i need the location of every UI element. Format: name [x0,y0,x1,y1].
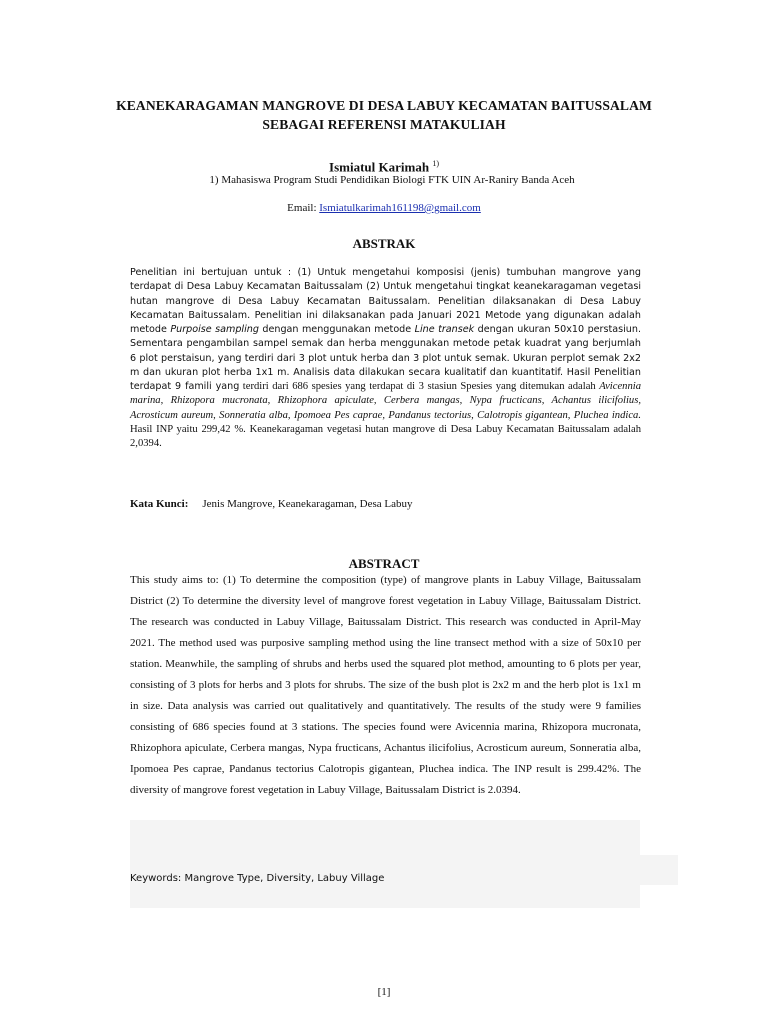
kata-kunci-label: Kata Kunci: [130,498,189,510]
abstrak-body [130,266,641,451]
author-email [0,201,768,215]
abstrak-text-3: dengan ukuran 50x10 perstasiun. Sementara pengambilan sampel semak dan herba menggunakan metode petak kuadrat yang berjumlah 6 plot perstaisun, yang terdiri dari 3 plot untuk herba dan 3 plot untuk semak. Ukuran perplot semak 2x2 m dan ukuran plot herba 1x1 m. Analisis data dilakukan secara kualitatif dan kuantitatif. Hasil Penelitian terdapat 9 famili yang [130,324,642,392]
title-line-2: SEBAGAI REFERENSI MATAKULIAH [262,117,506,132]
abstrak-purposive: Purpoise sampling [170,324,259,335]
author-affiliation: 1) Mahasiswa Program Studi Pendidikan Biologi FTK UIN Ar-Raniry Banda Aceh [209,174,575,186]
abstrak-text-1: Penelitian ini bertujuan untuk : (1) Untuk mengetahui komposisi (jenis) tumbuhan mangrove yang terdapat di Desa Labuy Kecamatan Baitussalam (2) Untuk mengetahui tingkat keanekaragaman vegetasi hutan mangrove di Desa Labuy Kecamatan Baitussalam. Penelitian dilaksanakan di Desa Labuy Kecamatan Baitussalam. Penelitian ini dilaksanakan pada Januari 2021 Metode yang digunakan adalah metode [130,267,641,335]
email-link[interactable]: Ismiatulkarimah161198@gmail.com [319,202,481,214]
kata-kunci [130,497,650,511]
kata-kunci-value: Jenis Mangrove, Keanekaragaman, Desa Labuy [202,498,413,510]
email-label: Email: [287,202,320,214]
abstrak-species: Avicennia marina, Rhizopora mucronata, Rhizophora apiculate, Cerbera mangas, Nypa fructicans, Achantus ilicifolius, Acrosticum aureum, Sonneratia alba, Ipomoea Pes caprae, Pandanus tectorius, Calotropis gigantean, Pluchea indica. [130,381,641,421]
shaded-block-1 [130,820,640,856]
abstrak-heading: ABSTRAK [352,236,416,251]
abstrak-line-transek: Line transek [414,324,475,335]
keywords: Keywords: Mangrove Type, Diversity, Labuy Village [130,873,385,884]
abstract-body: This study aims to: (1) To determine the composition (type) of mangrove plants in Labuy Village, Baitussalam District (2) To determine the diversity level of mangrove forest vegetation in Labuy Village, Baitussalam District. The research was conducted in Labuy Village, Baitussalam District. This research was conducted in April-May 2021. The method used was purposive sampling method using the line transect method with a size of 50x10 per station. Meanwhile, the sampling of shrubs and herbs used the squared plot method, amounting to 6 plots per year, consisting of 3 plots for herbs and 3 plots for shrubs. The size of the bush plot is 2x2 m and the herb plot is 1x1 m in size. Data analysis was carried out qualitatively and quantitatively. The results of the study were 9 families consisting of 686 species found at 3 stations. The species found were Avicennia marina, Rhizopora mucronata, Rhizophora apiculate, Cerbera mangas, Nypa fructicans, Achantus ilicifolius, Acrosticum aureum, Sonneratia alba, Ipomoea Pes caprae, Pandanus tectorius Calotropis gigantean, Pluchea indica. The INP result is 299.42%. The diversity of mangrove forest vegetation in Labuy Village, Baitussalam District is 2.0394. [130,574,641,796]
shaded-block-2 [640,855,678,885]
author-affiliation-mark: 1) [432,159,439,168]
paper-title [60,96,708,134]
abstrak-text-5: Hasil INP yaitu 299,42 %. Keanekaragaman vegetasi hutan mangrove di Desa Labuy Kecamatan Baitussalam adalah 2,0394. [130,423,641,449]
author-name-text: Ismiatul Karimah [329,159,430,175]
title-line-1: KEANEKARAGAMAN MANGROVE DI DESA LABUY KECAMATAN BAITUSSALAM [116,98,652,113]
abstract-heading: ABSTRACT [348,556,420,571]
abstrak-text-2: dengan menggunakan metode [258,324,415,335]
page-number: [1] [377,986,391,998]
abstrak-text-4: terdiri dari 686 spesies yang terdapat di 3 stasiun Spesies yang ditemukan adalah [242,381,600,392]
